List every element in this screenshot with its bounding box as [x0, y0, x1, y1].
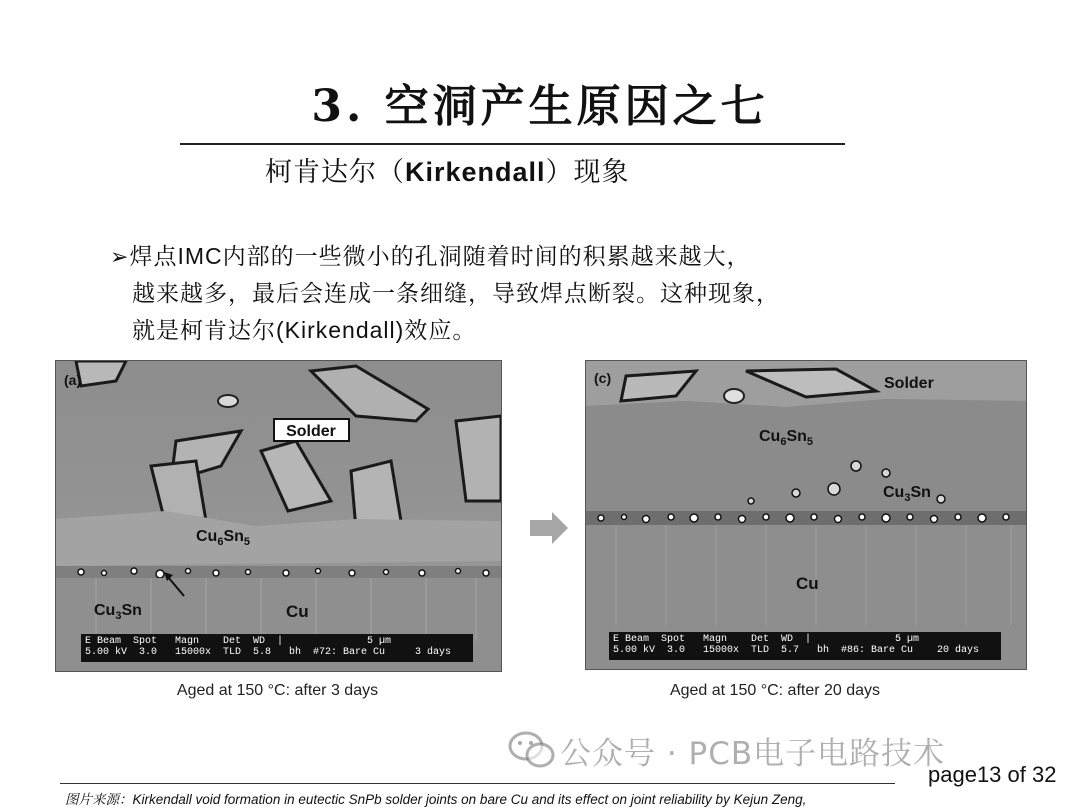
- cu-substrate-label: Cu: [286, 602, 309, 621]
- imc-cu6sn5-label: $Cu_6Sn_5$: [759, 428, 814, 448]
- bullet-text: 就是柯肯达尔: [132, 318, 276, 344]
- micrograph-left-image: [56, 361, 501, 671]
- solder-label: Solder: [884, 375, 934, 392]
- micrograph-20-days: [585, 360, 1027, 670]
- imc-cu3sn-label: $Cu_3Sn$: [94, 602, 142, 622]
- imc-cu3sn-label: $Cu_3Sn$: [883, 484, 931, 504]
- wechat-icon: [508, 730, 556, 770]
- scale-row: 5.00 kV 3.0 15000x TLD 5.7 bh #86: Bare Cu 20 days: [613, 645, 980, 656]
- slide-subtitle: [265, 150, 630, 189]
- bullet-text: (Kirkendall): [276, 317, 405, 343]
- bullet-arrow-icon: ➢: [110, 245, 130, 270]
- bullet-text: 焊点: [129, 244, 178, 270]
- arrow-right-icon: [530, 510, 570, 546]
- bullet-text: 效应。: [404, 318, 477, 344]
- scale-row: E Beam Spot Magn Det WD | 5 µm: [613, 634, 920, 645]
- bullet-line-2: 越来越多，最后会连成一条细缝，导致焊点断裂。这种现象，: [132, 281, 780, 307]
- scale-row: E Beam Spot Magn Det WD | 5 µm: [85, 636, 392, 647]
- bullet-text: 内部的一些微小的孔洞随着时间的积累越来越大，: [222, 244, 751, 270]
- title-divider: [180, 143, 845, 145]
- bullet-line-1: [110, 238, 990, 276]
- subtitle-prefix: 柯肯达尔（: [265, 157, 405, 188]
- cu-substrate-label: Cu: [796, 574, 819, 593]
- imc-cu6sn5-label: $Cu_6Sn_5$: [196, 528, 251, 548]
- sem-scale-bar: [81, 634, 473, 662]
- panel-label: (c): [594, 370, 612, 386]
- caption-left: Aged at 150 °C: after 3 days: [176, 682, 379, 699]
- slide-title: 3. 空洞产生原因之七: [311, 81, 769, 132]
- footer-divider: [60, 783, 895, 784]
- page-number: page13 of 32: [928, 762, 1057, 787]
- source-citation: 图片来源：Kirkendall void formation in eutectic SnPb solder joints on bare Cu and its effect on joint reliability by Kejun Zeng,: [65, 792, 807, 807]
- subtitle-suffix: ）现象: [545, 157, 630, 188]
- bullet-paragraph: [110, 238, 990, 349]
- micrograph-right-image: [586, 361, 1026, 669]
- bullet-text: IMC: [177, 243, 223, 269]
- caption-right: Aged at 150 °C: after 20 days: [669, 682, 881, 699]
- panel-label: (a): [64, 372, 82, 388]
- subtitle-term: Kirkendall: [405, 157, 546, 187]
- micrograph-3-days: [55, 360, 502, 672]
- bullet-line-3: [110, 312, 990, 349]
- solder-label: Solder: [286, 423, 336, 440]
- scale-row: 5.00 kV 3.0 15000x TLD 5.8 bh #72: Bare Cu 3 days: [85, 647, 452, 658]
- watermark-text: 公众号 · PCB电子电路技术: [560, 736, 946, 772]
- sem-scale-bar: [609, 632, 1001, 660]
